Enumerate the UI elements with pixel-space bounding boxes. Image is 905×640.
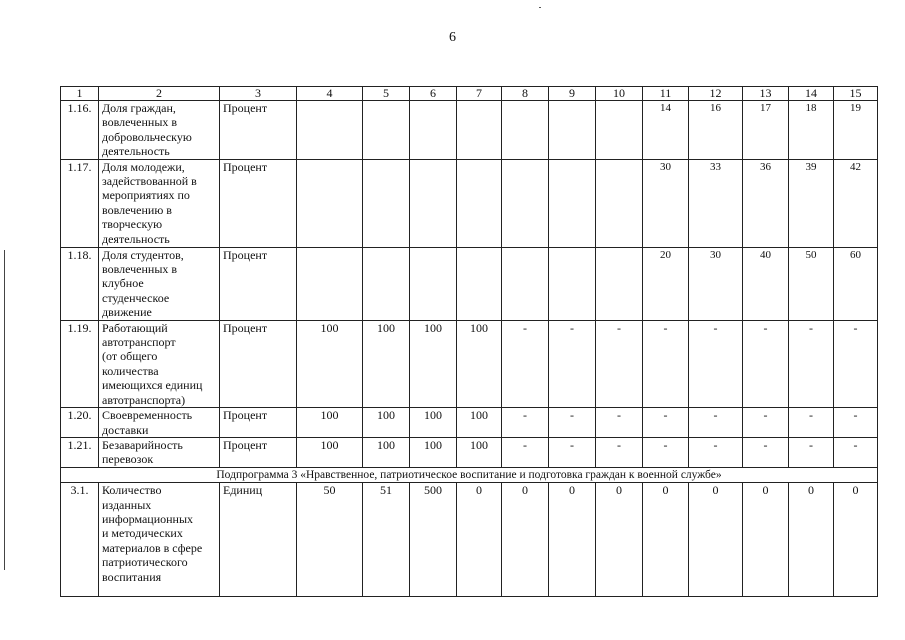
value-col-11: 0: [643, 483, 689, 597]
unit: Процент: [220, 101, 297, 160]
section-title: Подпрограмма 3 «Нравственное, патриотическое воспитание и подготовка граждан к военной службе»: [61, 467, 878, 482]
value-col-4: 50: [297, 483, 363, 597]
column-header-1: 1: [61, 87, 99, 101]
value-col-4: 100: [297, 437, 363, 467]
table-row: [61, 408, 878, 438]
value-col-11: -: [643, 437, 689, 467]
page-number: 6: [449, 30, 456, 45]
value-col-9: [549, 247, 596, 320]
scan-margin-line: [4, 250, 5, 570]
value-col-8: [502, 247, 549, 320]
unit: Процент: [220, 408, 297, 438]
value-col-15: -: [834, 437, 878, 467]
value-col-4: [297, 159, 363, 247]
value-col-4: [297, 101, 363, 160]
value-col-8: [502, 101, 549, 160]
column-header-9: 9: [549, 87, 596, 101]
row-number: 1.18.: [61, 247, 99, 320]
value-col-5: [363, 101, 410, 160]
column-header-7: 7: [457, 87, 502, 101]
indicator-name: Количество изданных информационных и методических материалов в сфере патриотического воспитания: [99, 483, 220, 597]
value-col-6: 500: [410, 483, 457, 597]
value-col-12: 16: [689, 101, 743, 160]
value-col-13: 17: [743, 101, 789, 160]
value-col-10: [596, 101, 643, 160]
value-col-9: -: [549, 408, 596, 438]
table-row: [61, 247, 878, 320]
column-header-13: 13: [743, 87, 789, 101]
value-col-7: 100: [457, 408, 502, 438]
value-col-9: -: [549, 437, 596, 467]
value-col-11: -: [643, 408, 689, 438]
table-body: [61, 87, 878, 597]
value-col-14: -: [789, 408, 834, 438]
indicator-name: Работающий автотранспорт (от общего количества имеющихся единиц автотранспорта): [99, 320, 220, 407]
table-row: [61, 159, 878, 247]
unit: Единиц: [220, 483, 297, 597]
column-header-4: 4: [297, 87, 363, 101]
value-col-11: 30: [643, 159, 689, 247]
value-col-13: -: [743, 437, 789, 467]
value-col-10: -: [596, 320, 643, 407]
value-col-5: 100: [363, 320, 410, 407]
row-number: 3.1.: [61, 483, 99, 597]
row-number: 1.16.: [61, 101, 99, 160]
value-col-4: 100: [297, 408, 363, 438]
value-col-10: -: [596, 408, 643, 438]
value-col-6: [410, 101, 457, 160]
table-row: [61, 101, 878, 160]
value-col-15: 0: [834, 483, 878, 597]
value-col-15: 42: [834, 159, 878, 247]
row-number: 1.21.: [61, 437, 99, 467]
value-col-11: 20: [643, 247, 689, 320]
value-col-12: -: [689, 320, 743, 407]
value-col-14: -: [789, 437, 834, 467]
value-col-12: 30: [689, 247, 743, 320]
column-header-14: 14: [789, 87, 834, 101]
section-row: [61, 467, 878, 482]
value-col-12: 33: [689, 159, 743, 247]
value-col-5: [363, 159, 410, 247]
value-col-13: -: [743, 408, 789, 438]
value-col-15: 60: [834, 247, 878, 320]
value-col-10: [596, 247, 643, 320]
value-col-8: -: [502, 408, 549, 438]
value-col-14: -: [789, 320, 834, 407]
unit: Процент: [220, 159, 297, 247]
value-col-9: [549, 101, 596, 160]
indicator-name: Доля граждан, вовлеченных в добровольческую деятельность: [99, 101, 220, 160]
column-header-8: 8: [502, 87, 549, 101]
value-col-10: 0: [596, 483, 643, 597]
table-row: [61, 437, 878, 467]
table-row: [61, 320, 878, 407]
value-col-7: [457, 159, 502, 247]
value-col-5: 100: [363, 437, 410, 467]
indicator-name: Своевременность доставки: [99, 408, 220, 438]
value-col-12: 0: [689, 483, 743, 597]
value-col-14: 39: [789, 159, 834, 247]
value-col-4: [297, 247, 363, 320]
value-col-5: 100: [363, 408, 410, 438]
value-col-9: -: [549, 320, 596, 407]
header-row: [61, 87, 878, 101]
column-header-5: 5: [363, 87, 410, 101]
value-col-7: [457, 247, 502, 320]
value-col-6: [410, 247, 457, 320]
value-col-10: [596, 159, 643, 247]
value-col-14: 0: [789, 483, 834, 597]
indicator-name: Доля молодежи, задействованной в мероприятиях по вовлечению в творческую деятельность: [99, 159, 220, 247]
indicators-table: [60, 86, 878, 597]
value-col-9: 0: [549, 483, 596, 597]
value-col-5: [363, 247, 410, 320]
value-col-14: 50: [789, 247, 834, 320]
column-header-3: 3: [220, 87, 297, 101]
column-header-11: 11: [643, 87, 689, 101]
value-col-12: -: [689, 408, 743, 438]
value-col-14: 18: [789, 101, 834, 160]
indicator-name: Безаварийность перевозок: [99, 437, 220, 467]
value-col-8: -: [502, 437, 549, 467]
value-col-12: -: [689, 437, 743, 467]
row-number: 1.20.: [61, 408, 99, 438]
value-col-13: 0: [743, 483, 789, 597]
column-header-15: 15: [834, 87, 878, 101]
scan-speck: [539, 7, 541, 8]
value-col-8: -: [502, 320, 549, 407]
value-col-15: -: [834, 320, 878, 407]
value-col-6: 100: [410, 408, 457, 438]
value-col-15: 19: [834, 101, 878, 160]
row-number: 1.19.: [61, 320, 99, 407]
indicator-name: Доля студентов, вовлеченных в клубное студенческое движение: [99, 247, 220, 320]
row-number: 1.17.: [61, 159, 99, 247]
value-col-15: -: [834, 408, 878, 438]
unit: Процент: [220, 247, 297, 320]
unit: Процент: [220, 437, 297, 467]
value-col-4: 100: [297, 320, 363, 407]
column-header-6: 6: [410, 87, 457, 101]
value-col-7: 100: [457, 437, 502, 467]
table-row: [61, 483, 878, 597]
value-col-7: 0: [457, 483, 502, 597]
value-col-7: 100: [457, 320, 502, 407]
value-col-6: 100: [410, 320, 457, 407]
column-header-2: 2: [99, 87, 220, 101]
value-col-13: 40: [743, 247, 789, 320]
unit: Процент: [220, 320, 297, 407]
value-col-6: [410, 159, 457, 247]
value-col-5: 51: [363, 483, 410, 597]
value-col-11: -: [643, 320, 689, 407]
value-col-8: [502, 159, 549, 247]
column-header-10: 10: [596, 87, 643, 101]
value-col-8: 0: [502, 483, 549, 597]
value-col-10: -: [596, 437, 643, 467]
value-col-9: [549, 159, 596, 247]
column-header-12: 12: [689, 87, 743, 101]
value-col-7: [457, 101, 502, 160]
value-col-6: 100: [410, 437, 457, 467]
value-col-13: -: [743, 320, 789, 407]
value-col-11: 14: [643, 101, 689, 160]
value-col-13: 36: [743, 159, 789, 247]
